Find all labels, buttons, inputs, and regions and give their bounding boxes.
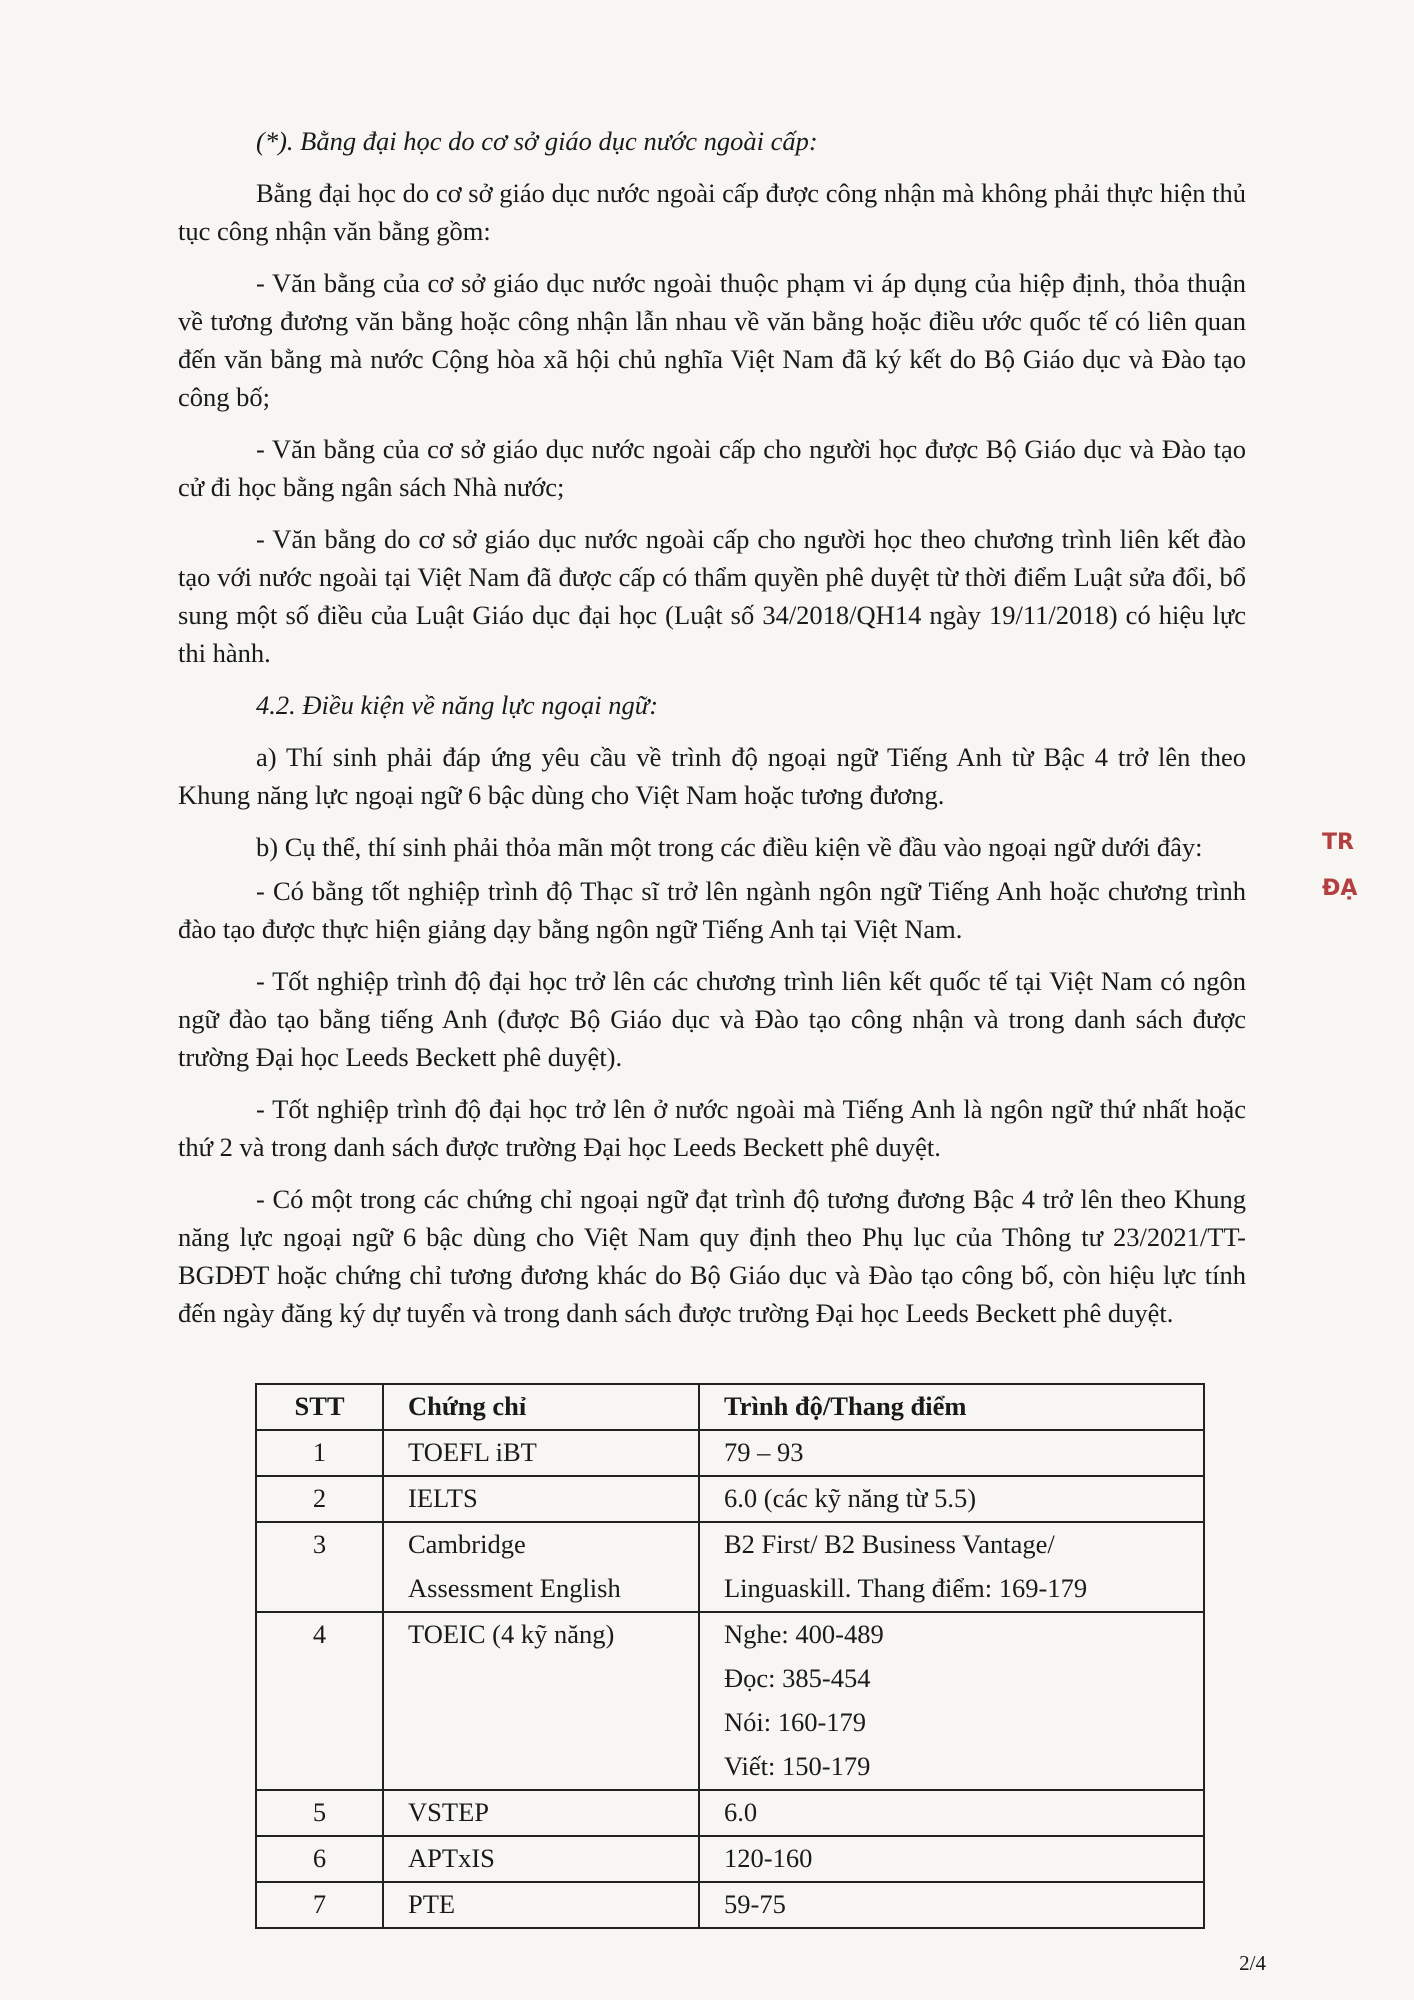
- section-heading-language: 4.2. Điều kiện về năng lực ngoại ngữ:: [256, 690, 659, 720]
- certificate-line: Cambridge: [408, 1529, 526, 1559]
- cell-certificate: [383, 1882, 699, 1928]
- cell-certificate: [383, 1430, 699, 1476]
- level-line: Nghe: 400-489: [724, 1619, 884, 1649]
- certificate-line: VSTEP: [408, 1797, 489, 1827]
- cell-stt: 3: [256, 1522, 383, 1612]
- table-header-row: [256, 1384, 1204, 1430]
- level-line: Đọc: 385-454: [724, 1663, 871, 1693]
- cell-certificate: [383, 1836, 699, 1882]
- stamp-text-1: TR: [1322, 830, 1354, 855]
- column-header-level: Trình độ/Thang điểm: [699, 1384, 1204, 1430]
- level-line: Linguaskill. Thang điểm: 169-179: [724, 1573, 1088, 1603]
- cell-level: [699, 1522, 1204, 1612]
- certificate-table: [255, 1383, 1205, 1929]
- list-item-language-4: - Có một trong các chứng chỉ ngoại ngữ đạt trình độ tương đương Bậc 4 trở lên theo Khung năng lực ngoại ngữ 6 bậc dùng cho Việt Nam quy định theo Phụ lục của Thông tư 23/2021/TT-BGDĐT hoặc chứng chỉ tương đương khác do Bộ Giáo dục và Đào tạo công bố, còn hiệu lực tính đến ngày đăng ký dự tuyển và trong danh sách được trường Đại học Leeds Beckett phê duyệt.: [178, 1184, 1246, 1328]
- paragraph-a: a) Thí sinh phải đáp ứng yêu cầu về trình độ ngoại ngữ Tiếng Anh từ Bậc 4 trở lên theo Khung năng lực ngoại ngữ 6 bậc dùng cho Việt Nam hoặc tương đương.: [178, 742, 1246, 810]
- paragraph-foreign-intro: Bằng đại học do cơ sở giáo dục nước ngoài cấp được công nhận mà không phải thực hiện thủ tục công nhận văn bằng gồm:: [178, 178, 1246, 246]
- stamp-text-2: ĐẠ: [1322, 876, 1358, 901]
- table-row: [256, 1612, 1204, 1790]
- page-number: 2/4: [1239, 1951, 1266, 1975]
- table-row: [256, 1790, 1204, 1836]
- certificate-line: IELTS: [408, 1483, 478, 1513]
- table-body: [256, 1430, 1204, 1928]
- certificate-line: PTE: [408, 1889, 456, 1919]
- certificate-line: APTxIS: [408, 1843, 495, 1873]
- section-heading-foreign-degree: (*). Bằng đại học do cơ sở giáo dục nước ngoài cấp:: [256, 126, 818, 156]
- table-row: [256, 1522, 1204, 1612]
- cell-certificate: [383, 1522, 699, 1612]
- column-header-stt: STT: [256, 1384, 383, 1430]
- cell-level: [699, 1836, 1204, 1882]
- cell-level: [699, 1430, 1204, 1476]
- cell-certificate: [383, 1612, 699, 1790]
- paragraph-b: b) Cụ thể, thí sinh phải thỏa mãn một trong các điều kiện về đầu vào ngoại ngữ dưới đây:: [256, 832, 1203, 862]
- level-line: Viết: 150-179: [724, 1751, 871, 1781]
- list-item-language-1: - Có bằng tốt nghiệp trình độ Thạc sĩ trở lên ngành ngôn ngữ Tiếng Anh hoặc chương trình đào tạo được thực hiện giảng dạy bằng ngôn ngữ Tiếng Anh tại Việt Nam.: [178, 876, 1246, 944]
- list-item-foreign-1: - Văn bằng của cơ sở giáo dục nước ngoài thuộc phạm vi áp dụng của hiệp định, thỏa thuận về tương đương văn bằng hoặc công nhận lẫn nhau về văn bằng hoặc điều ước quốc tế có liên quan đến văn bằng mà nước Cộng hòa xã hội chủ nghĩa Việt Nam đã ký kết do Bộ Giáo dục và Đào tạo công bố;: [178, 268, 1246, 412]
- table-row: [256, 1836, 1204, 1882]
- column-header-certificate: Chứng chỉ: [383, 1384, 699, 1430]
- list-item-language-3: - Tốt nghiệp trình độ đại học trở lên ở nước ngoài mà Tiếng Anh là ngôn ngữ thứ nhất hoặc thứ 2 và trong danh sách được trường Đại học Leeds Beckett phê duyệt.: [178, 1094, 1246, 1162]
- cell-level: [699, 1612, 1204, 1790]
- level-line: 120-160: [724, 1843, 813, 1873]
- document-body: [178, 122, 1246, 1346]
- certificate-line: TOEIC (4 kỹ năng): [408, 1619, 615, 1649]
- cell-level: [699, 1476, 1204, 1522]
- level-line: Nói: 160-179: [724, 1707, 867, 1737]
- table-row: [256, 1476, 1204, 1522]
- red-stamp-fragment: [1322, 820, 1386, 1070]
- certificate-line: TOEFL iBT: [408, 1437, 537, 1467]
- table-row: [256, 1882, 1204, 1928]
- cell-stt: 1: [256, 1430, 383, 1476]
- cell-stt: 2: [256, 1476, 383, 1522]
- cell-stt: 7: [256, 1882, 383, 1928]
- level-line: B2 First/ B2 Business Vantage/: [724, 1529, 1055, 1559]
- list-item-foreign-2: - Văn bằng của cơ sở giáo dục nước ngoài cấp cho người học được Bộ Giáo dục và Đào tạo cử đi học bằng ngân sách Nhà nước;: [178, 434, 1246, 502]
- cell-certificate: [383, 1476, 699, 1522]
- cell-stt: 4: [256, 1612, 383, 1790]
- level-line: 59-75: [724, 1889, 786, 1919]
- level-line: 6.0: [724, 1797, 758, 1827]
- cell-level: [699, 1882, 1204, 1928]
- level-line: 6.0 (các kỹ năng từ 5.5): [724, 1483, 977, 1513]
- certificate-line: Assessment English: [408, 1573, 621, 1603]
- cell-level: [699, 1790, 1204, 1836]
- cell-stt: 6: [256, 1836, 383, 1882]
- list-item-foreign-3: - Văn bằng do cơ sở giáo dục nước ngoài cấp cho người học theo chương trình liên kết đào tạo với nước ngoài tại Việt Nam đã được cấp có thẩm quyền phê duyệt từ thời điểm Luật sửa đổi, bổ sung một số điều của Luật Giáo dục đại học (Luật số 34/2018/QH14 ngày 19/11/2018) có hiệu lực thi hành.: [178, 524, 1246, 668]
- list-item-language-2: - Tốt nghiệp trình độ đại học trở lên các chương trình liên kết quốc tế tại Việt Nam có ngôn ngữ đào tạo bằng tiếng Anh (được Bộ Giáo dục và Đào tạo công nhận và trong danh sách được trường Đại học Leeds Beckett phê duyệt).: [178, 966, 1246, 1072]
- cell-certificate: [383, 1790, 699, 1836]
- table-row: [256, 1430, 1204, 1476]
- level-line: 79 – 93: [724, 1437, 804, 1467]
- cell-stt: 5: [256, 1790, 383, 1836]
